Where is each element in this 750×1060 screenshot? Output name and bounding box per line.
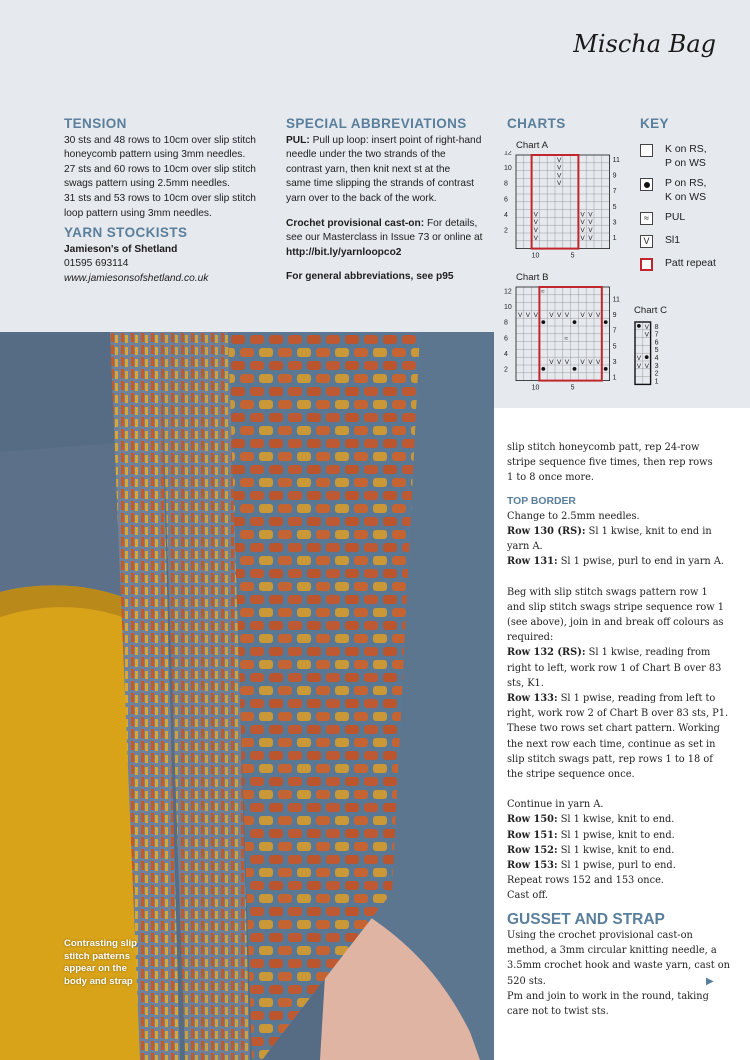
slip-stitch-mark: V bbox=[588, 312, 593, 320]
slip-stitch-mark: V bbox=[588, 211, 593, 219]
caption-line: body and strap bbox=[64, 975, 133, 987]
slip-stitch-mark: V bbox=[549, 312, 554, 320]
row-label: Row 130 (RS): bbox=[507, 526, 586, 538]
slip-stitch-mark: V bbox=[564, 359, 570, 366]
abbreviations-heading: SPECIAL ABBREVIATIONS bbox=[286, 116, 467, 131]
row-text: Sl 1 kwise, knit to end. bbox=[557, 814, 675, 826]
chart-b-grid bbox=[504, 283, 624, 393]
row-label: Row 152: bbox=[507, 844, 558, 856]
chart-col-number: 10 bbox=[531, 252, 540, 260]
chart-col-number: 10 bbox=[531, 384, 540, 392]
knit-symbol-icon bbox=[640, 144, 653, 157]
continue-arrow-icon: ▶ bbox=[706, 976, 714, 987]
chart-c bbox=[632, 318, 672, 399]
key-label: PUL bbox=[665, 212, 686, 223]
chart-row-number: 4 bbox=[504, 211, 508, 219]
slip-stitch-mark: V bbox=[533, 219, 538, 227]
key-item-pul bbox=[640, 211, 685, 225]
chart-c-grid bbox=[632, 318, 672, 394]
chart-row-number: 10 bbox=[504, 165, 512, 173]
pul-text: yarn over to the back of the work. bbox=[286, 192, 437, 204]
chart-row-number: 11 bbox=[612, 157, 620, 164]
key-label: P on RS, bbox=[665, 178, 707, 189]
slip-stitch-mark: V bbox=[588, 359, 593, 366]
purl-dot bbox=[541, 367, 545, 371]
row-label: Row 151: bbox=[507, 829, 558, 841]
row-label: Row 150: bbox=[507, 814, 558, 826]
chart-row-number: 10 bbox=[504, 304, 512, 312]
purl-dot-icon bbox=[640, 178, 653, 191]
pul-text: Pull up loop: insert point of right-hand bbox=[309, 134, 482, 146]
caption-line: stitch patterns bbox=[64, 950, 131, 962]
chart-row-number: 2 bbox=[654, 370, 659, 378]
slip-stitch-mark: V bbox=[533, 234, 538, 242]
slip-stitch-mark: V bbox=[557, 180, 562, 188]
chart-row-number: 1 bbox=[612, 374, 617, 382]
photo-caption bbox=[64, 938, 174, 988]
chart-a bbox=[504, 151, 624, 266]
tension-line: loop pattern using 3mm needles. bbox=[64, 207, 212, 219]
pul-text: needle under the two strands of the bbox=[286, 149, 446, 161]
abbreviations-section bbox=[286, 117, 496, 285]
tension-heading: TENSION bbox=[64, 116, 127, 131]
tension-line: 31 sts and 53 rows to 10cm over slip stitch bbox=[64, 192, 256, 204]
key-heading: KEY bbox=[640, 116, 669, 131]
slip-stitch-mark: V bbox=[557, 312, 562, 320]
purl-dot bbox=[541, 320, 545, 324]
slip-stitch-mark: V bbox=[564, 312, 570, 320]
body-line: (see above), join in and break off colours as bbox=[507, 617, 724, 629]
body-line: 1 to 8 once more. bbox=[507, 472, 595, 484]
slip-stitch-mark: V bbox=[588, 227, 593, 234]
row-text: Sl 1 pwise, purl to end in yarn A. bbox=[557, 556, 725, 568]
key-item-repeat bbox=[640, 257, 716, 271]
slip-stitch-mark: V bbox=[557, 359, 562, 366]
body-line: and slip stitch swags stripe sequence row 1 bbox=[507, 601, 725, 613]
chart-c-label: Chart C bbox=[634, 305, 668, 316]
crochet-link[interactable]: http://bit.ly/yarnloopco2 bbox=[286, 246, 402, 258]
chart-row-number: 3 bbox=[612, 358, 617, 366]
slip-stitch-mark: V bbox=[580, 227, 585, 234]
pattern-repeat-icon bbox=[640, 258, 653, 271]
purl-dot bbox=[604, 367, 608, 371]
slip-stitch-mark: V bbox=[580, 359, 585, 366]
row-label: Row 133: bbox=[507, 693, 558, 705]
chart-row-number: 5 bbox=[654, 347, 659, 355]
slip-stitch-mark: V bbox=[580, 211, 585, 219]
purl-dot bbox=[573, 320, 577, 324]
row-text: Sl 1 pwise, purl to end. bbox=[557, 860, 676, 872]
pul-text: contrast yarn, then knit next st at the bbox=[286, 163, 451, 175]
key-label: P on WS bbox=[665, 157, 706, 169]
slip-stitch-mark: V bbox=[588, 234, 593, 242]
tension-line: 30 sts and 48 rows to 10cm over slip stitch bbox=[64, 134, 256, 146]
chart-row-number: 6 bbox=[654, 339, 659, 347]
key-item-slip bbox=[640, 234, 680, 248]
stockist-name: Jamieson's of Shetland bbox=[64, 243, 178, 255]
tension-section bbox=[64, 117, 279, 287]
chart-row-number: 11 bbox=[612, 296, 620, 304]
chart-col-number: 5 bbox=[570, 384, 575, 392]
slip-stitch-mark: V bbox=[557, 164, 562, 172]
chart-row-number: 8 bbox=[504, 180, 508, 188]
body-line: Repeat rows 152 and 153 once. bbox=[507, 875, 665, 887]
body-line: Continue in yarn A. bbox=[507, 799, 604, 811]
slip-stitch-mark: V bbox=[557, 172, 562, 180]
chart-row-number: 8 bbox=[654, 323, 659, 331]
row-text: Sl 1 pwise, reading from left to right, work row 2 of Chart B over 83 sts, P1. These two rows set chart pattern. Working the next row each time, continue as set in slip stitch swags patt, rep rows 1 to 18 of the stripe sequence once. bbox=[507, 693, 729, 781]
body-line: Change to 2.5mm needles. bbox=[507, 510, 640, 522]
key-section bbox=[640, 117, 669, 134]
body-line: Cast off. bbox=[507, 890, 549, 902]
chart-row-number: 3 bbox=[654, 362, 659, 370]
row-text: Sl 1 kwise, knit to end. bbox=[557, 844, 675, 856]
slip-stitch-mark: V bbox=[644, 323, 649, 331]
key-label: Sl1 bbox=[665, 235, 681, 246]
purl-dot bbox=[645, 355, 649, 359]
charts-heading: CHARTS bbox=[507, 116, 566, 131]
slip-stitch-mark: V bbox=[588, 219, 593, 227]
body-paragraph: Using the crochet provisional cast-on method, a 3mm circular knitting needle, a 3.5mm crochet hook and waste yarn, cast on 520 sts. bbox=[507, 929, 730, 987]
row-label: Row 131: bbox=[507, 556, 558, 568]
chart-row-number: 5 bbox=[612, 343, 617, 351]
crochet-label: Crochet provisional cast-on: bbox=[286, 217, 425, 229]
tension-line: honeycomb pattern using 3mm needles. bbox=[64, 149, 246, 161]
slip-stitch-mark: V bbox=[644, 331, 649, 339]
pul-mark: ≈ bbox=[540, 288, 545, 296]
slip-stitch-mark: V bbox=[525, 312, 531, 320]
general-abbreviations-note: For general abbreviations, see p95 bbox=[286, 271, 454, 283]
chart-col-number: 5 bbox=[570, 252, 575, 260]
chart-row-number: 8 bbox=[504, 319, 508, 327]
chart-a-grid bbox=[504, 151, 624, 261]
chart-row-number: 1 bbox=[654, 378, 659, 386]
crochet-text: For details, bbox=[424, 217, 478, 229]
chart-row-number: 7 bbox=[612, 188, 617, 196]
pul-text: same time slipping the strands of contrast bbox=[286, 178, 474, 190]
slip-stitch-mark: V bbox=[636, 355, 642, 362]
body-line: required: bbox=[507, 632, 554, 644]
row-text: Sl 1 kwise, knit to end in yarn A. bbox=[507, 526, 712, 553]
chart-b bbox=[504, 283, 624, 398]
body-line: stripe sequence five times, then rep rows bbox=[507, 457, 713, 469]
row-label: Row 153: bbox=[507, 860, 558, 872]
pul-mark: ≈ bbox=[564, 335, 568, 343]
purl-dot bbox=[604, 320, 608, 324]
slip-stitch-mark: V bbox=[533, 211, 538, 219]
tension-line: swags pattern using 2.5mm needles. bbox=[64, 178, 230, 190]
chart-row-number: 2 bbox=[504, 227, 508, 235]
chart-row-number: 7 bbox=[654, 331, 659, 339]
chart-row-number: 1 bbox=[612, 235, 617, 242]
chart-row-number: 9 bbox=[612, 312, 617, 320]
slip-stitch-mark: V bbox=[596, 359, 601, 366]
chart-row-number: 6 bbox=[504, 196, 508, 204]
slip-stitch-mark: V bbox=[518, 312, 523, 320]
key-label: K on RS, bbox=[665, 144, 707, 155]
stockists-heading: YARN STOCKISTS bbox=[64, 225, 188, 241]
crochet-text: see our Masterclass in Issue 73 or online at bbox=[286, 232, 483, 244]
purl-dot bbox=[637, 324, 641, 328]
slip-stitch-mark: V bbox=[549, 359, 554, 366]
row-text: Sl 1 kwise, reading from right to left, work row 1 of Chart B over 83 sts, K1. bbox=[507, 647, 722, 689]
body-paragraph: Pm and join to work in the round, taking care not to twist sts. bbox=[507, 990, 709, 1017]
chart-a-label: Chart A bbox=[516, 140, 548, 151]
pul-symbol-icon: ≈ bbox=[640, 212, 653, 225]
slip-stitch-mark: V bbox=[580, 234, 585, 242]
chart-row-number: 4 bbox=[504, 350, 508, 358]
pul-label: PUL: bbox=[286, 134, 310, 146]
stockist-phone: 01595 693114 bbox=[64, 258, 129, 270]
charts-section bbox=[507, 117, 566, 134]
chart-row-number: 3 bbox=[612, 219, 617, 227]
instructions-column bbox=[507, 440, 732, 1019]
stockist-website[interactable]: www.jamiesonsofshetland.co.uk bbox=[64, 272, 209, 284]
slip-stitch-mark: V bbox=[636, 362, 642, 370]
row-text: Sl 1 pwise, knit to end. bbox=[557, 829, 675, 841]
chart-b-label: Chart B bbox=[516, 272, 549, 283]
slip-stitch-mark: V bbox=[580, 219, 585, 227]
chart-row-number: 4 bbox=[654, 355, 659, 362]
slip-stitch-mark: V bbox=[644, 362, 649, 370]
key-item-knit bbox=[640, 143, 707, 170]
slip-stitch-v-icon: V bbox=[640, 235, 653, 248]
chart-row-number: 12 bbox=[504, 151, 512, 157]
chart-row-number: 7 bbox=[612, 327, 617, 335]
chart-row-number: 9 bbox=[612, 172, 617, 180]
chart-row-number: 5 bbox=[612, 203, 617, 211]
chart-row-number: 12 bbox=[504, 288, 512, 296]
slip-stitch-mark: V bbox=[533, 227, 538, 234]
chart-row-number: 6 bbox=[504, 335, 508, 343]
gusset-heading: GUSSET AND STRAP bbox=[507, 910, 665, 928]
slip-stitch-mark: V bbox=[580, 312, 585, 320]
tension-line: 27 sts and 60 rows to 10cm over slip stitch bbox=[64, 163, 256, 175]
body-line: Beg with slip stitch swags pattern row 1 bbox=[507, 586, 708, 598]
body-line: slip stitch honeycomb patt, rep 24-row bbox=[507, 442, 700, 453]
page-title: Mischa Bag bbox=[573, 30, 716, 58]
row-label: Row 132 (RS): bbox=[507, 647, 586, 659]
top-border-heading: TOP BORDER bbox=[507, 495, 576, 507]
key-label: K on WS bbox=[665, 191, 706, 203]
caption-line: Contrasting slip bbox=[64, 938, 138, 949]
slip-stitch-mark: V bbox=[533, 312, 538, 320]
key-item-purl bbox=[640, 177, 706, 204]
purl-dot bbox=[573, 367, 577, 371]
slip-stitch-mark: V bbox=[596, 312, 601, 320]
key-label: Patt repeat bbox=[665, 258, 716, 269]
caption-line: appear on the bbox=[64, 963, 127, 974]
slip-stitch-mark: V bbox=[557, 156, 562, 164]
chart-row-number: 2 bbox=[504, 366, 508, 374]
